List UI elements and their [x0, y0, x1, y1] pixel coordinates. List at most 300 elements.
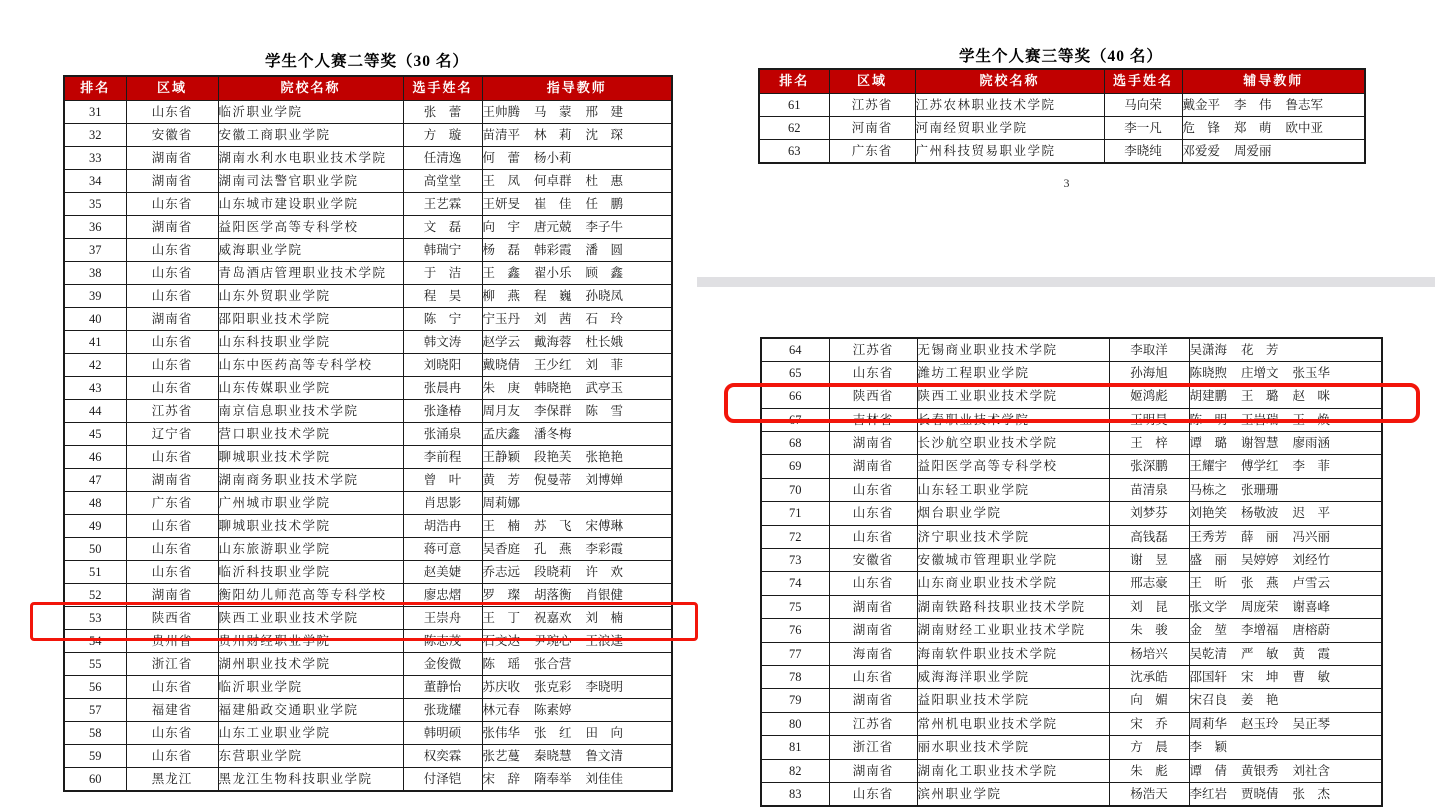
header-row — [64, 76, 672, 101]
teacher-name: 周莉华 — [1189, 716, 1228, 731]
cell-rank: 44 — [64, 400, 126, 423]
teacher-name: 杨敬波 — [1241, 506, 1279, 521]
teacher-name: 许 欢 — [585, 564, 624, 579]
cell-school: 山东中医药高等专科学校 — [218, 354, 403, 377]
teacher-name: 张 杰 — [1292, 786, 1331, 801]
cell-school: 湖南商务职业技术学院 — [218, 469, 403, 492]
cell-region: 山东省 — [126, 354, 218, 377]
cell-teachers — [482, 308, 672, 331]
table-row-rank-31 — [64, 101, 672, 124]
table-row-rank-42 — [64, 354, 672, 377]
table-row-rank-35 — [64, 193, 672, 216]
cell-contestant-name: 李取洋 — [1109, 338, 1189, 361]
cell-teachers — [1189, 361, 1382, 384]
teacher-name: 向 宇 — [482, 219, 521, 234]
table-row-rank-39 — [64, 285, 672, 308]
cell-contestant-name: 于 洁 — [403, 262, 482, 285]
teacher-name: 李 菲 — [1292, 459, 1331, 474]
cell-contestant-name: 陈志茂 — [403, 630, 482, 653]
cell-region: 湖南省 — [829, 455, 917, 478]
cell-contestant-name: 邢志豪 — [1109, 572, 1189, 595]
cell-school: 聊城职业技术学院 — [218, 515, 403, 538]
cell-region: 湖南省 — [829, 595, 917, 618]
teacher-name: 王静颖 — [482, 449, 521, 464]
cell-teachers — [1182, 117, 1365, 140]
header-row — [759, 69, 1365, 94]
cell-school: 丽水职业技术学院 — [917, 736, 1109, 759]
cell-rank: 83 — [761, 782, 829, 805]
cell-school: 滨州职业学院 — [917, 782, 1109, 805]
teacher-name: 王少红 — [534, 357, 572, 372]
third-prize-table-page4 — [760, 337, 1383, 807]
teacher-name: 王浪逵 — [585, 633, 624, 648]
cell-contestant-name: 文 磊 — [403, 216, 482, 239]
cell-rank: 59 — [64, 745, 126, 768]
teacher-name: 傅学红 — [1241, 459, 1279, 474]
teacher-name: 庄增文 — [1241, 365, 1279, 380]
cell-contestant-name: 朱 彪 — [1109, 759, 1189, 782]
cell-school: 湖南水利水电职业技术学院 — [218, 147, 403, 170]
cell-region: 山东省 — [829, 361, 917, 384]
teacher-name: 石文达 — [482, 633, 521, 648]
teacher-name: 唐元兢 — [534, 219, 572, 234]
teacher-name: 刘 楠 — [585, 610, 624, 625]
table-row-rank-61 — [759, 94, 1365, 117]
table-row-rank-78 — [761, 665, 1382, 688]
cell-contestant-name: 高钱磊 — [1109, 525, 1189, 548]
cell-school: 东营职业学院 — [218, 745, 403, 768]
teacher-name: 谭 璐 — [1189, 436, 1228, 451]
cell-contestant-name: 赵美婕 — [403, 561, 482, 584]
cell-teachers — [482, 423, 672, 446]
teacher-name: 李增福 — [1241, 623, 1279, 638]
teacher-name: 张合营 — [534, 656, 572, 671]
cell-rank: 74 — [761, 572, 829, 595]
cell-teachers — [482, 170, 672, 193]
teacher-name: 陈素婷 — [534, 702, 572, 717]
cell-teachers — [482, 124, 672, 147]
cell-teachers — [482, 239, 672, 262]
teacher-name: 石 玲 — [585, 311, 624, 326]
cell-school: 山东城市建设职业学院 — [218, 193, 403, 216]
cell-teachers — [482, 331, 672, 354]
cell-school: 福建船政交通职业学院 — [218, 699, 403, 722]
cell-school: 山东轻工职业学院 — [917, 478, 1109, 501]
teacher-name: 宋傅琳 — [585, 518, 624, 533]
cell-rank: 64 — [761, 338, 829, 361]
table-row-rank-79 — [761, 689, 1382, 712]
teacher-name: 张伟华 — [482, 725, 521, 740]
cell-contestant-name: 张珑耀 — [403, 699, 482, 722]
teacher-name: 顾 鑫 — [585, 265, 624, 280]
teacher-name: 柳 燕 — [482, 288, 521, 303]
teacher-name: 刘博婵 — [585, 472, 624, 487]
teacher-name: 刘艳笑 — [1189, 506, 1228, 521]
teacher-name: 赵学云 — [482, 334, 521, 349]
table-row-rank-83 — [761, 782, 1382, 805]
table-row-rank-45 — [64, 423, 672, 446]
cell-region: 安徽省 — [829, 549, 917, 572]
cell-teachers — [1182, 140, 1365, 163]
cell-teachers — [1189, 736, 1382, 759]
teacher-name: 王秀芳 — [1189, 529, 1228, 544]
teacher-name: 迟 平 — [1292, 506, 1331, 521]
cell-school: 临沂职业学院 — [218, 101, 403, 124]
cell-rank: 31 — [64, 101, 126, 124]
column-header: 区域 — [126, 76, 218, 101]
cell-school: 湖南司法警官职业学院 — [218, 170, 403, 193]
cell-region: 湖南省 — [126, 469, 218, 492]
table-row-rank-63 — [759, 140, 1365, 163]
column-header: 指导教师 — [482, 76, 672, 101]
cell-region: 广东省 — [829, 140, 915, 163]
teacher-name: 廖雨涵 — [1292, 436, 1331, 451]
table-row-rank-43 — [64, 377, 672, 400]
cell-region: 山东省 — [126, 745, 218, 768]
cell-teachers — [482, 216, 672, 239]
teacher-name: 胡落衡 — [534, 587, 572, 602]
cell-region: 辽宁省 — [126, 423, 218, 446]
teacher-name: 杨小莉 — [534, 150, 572, 165]
teacher-name: 苗清平 — [482, 127, 521, 142]
table-row-rank-44 — [64, 400, 672, 423]
cell-region: 山东省 — [126, 101, 218, 124]
table-row-rank-68 — [761, 432, 1382, 455]
table-row-rank-54 — [64, 630, 672, 653]
cell-teachers — [482, 101, 672, 124]
teacher-name: 王 焕 — [1292, 412, 1331, 427]
cell-school: 长沙航空职业技术学院 — [917, 432, 1109, 455]
teacher-name: 赵 咪 — [1292, 389, 1331, 404]
cell-rank: 73 — [761, 549, 829, 572]
cell-region: 江苏省 — [829, 712, 917, 735]
teacher-name: 谢智慧 — [1241, 436, 1279, 451]
teacher-name: 王 璐 — [1241, 389, 1279, 404]
teacher-name: 黄银秀 — [1241, 763, 1279, 778]
cell-region: 贵州省 — [126, 630, 218, 653]
teacher-name: 王耀宇 — [1189, 459, 1228, 474]
cell-region: 湖南省 — [126, 584, 218, 607]
cell-school: 山东外贸职业学院 — [218, 285, 403, 308]
teacher-name: 韩晓艳 — [534, 380, 572, 395]
cell-region: 湖南省 — [126, 147, 218, 170]
cell-region: 山东省 — [126, 722, 218, 745]
teacher-name: 胡建鹏 — [1189, 389, 1228, 404]
teacher-name: 花 芳 — [1241, 342, 1279, 357]
teacher-name: 吴潇海 — [1189, 342, 1228, 357]
cell-school: 山东科技职业学院 — [218, 331, 403, 354]
cell-school: 营口职业技术学院 — [218, 423, 403, 446]
teacher-name: 黄 芳 — [482, 472, 521, 487]
cell-region: 黑龙江 — [126, 768, 218, 791]
cell-school: 济宁职业技术学院 — [917, 525, 1109, 548]
cell-contestant-name: 王崇舟 — [403, 607, 482, 630]
cell-teachers — [482, 515, 672, 538]
cell-contestant-name: 李晓纯 — [1104, 140, 1182, 163]
cell-teachers — [1189, 782, 1382, 805]
cell-rank: 77 — [761, 642, 829, 665]
cell-contestant-name: 曾 叶 — [403, 469, 482, 492]
cell-teachers — [1189, 502, 1382, 525]
table-row-rank-71 — [761, 502, 1382, 525]
teacher-name: 王 凤 — [482, 173, 521, 188]
cell-contestant-name: 宋 乔 — [1109, 712, 1189, 735]
cell-school: 海南软件职业技术学院 — [917, 642, 1109, 665]
cell-contestant-name: 刘晓阳 — [403, 354, 482, 377]
table-row-rank-73 — [761, 549, 1382, 572]
teacher-name: 金 堃 — [1189, 623, 1228, 638]
cell-rank: 38 — [64, 262, 126, 285]
cell-rank: 80 — [761, 712, 829, 735]
cell-rank: 63 — [759, 140, 829, 163]
cell-school: 湖南化工职业技术学院 — [917, 759, 1109, 782]
teacher-name: 张艺蔓 — [482, 748, 521, 763]
teacher-name: 刘经竹 — [1292, 553, 1331, 568]
cell-school: 广州城市职业学院 — [218, 492, 403, 515]
cell-contestant-name: 马向荣 — [1104, 94, 1182, 117]
cell-school: 南京信息职业技术学院 — [218, 400, 403, 423]
cell-school: 山东传媒职业学院 — [218, 377, 403, 400]
cell-rank: 52 — [64, 584, 126, 607]
cell-region: 河南省 — [829, 117, 915, 140]
cell-contestant-name: 胡浩冉 — [403, 515, 482, 538]
teacher-name: 周莉娜 — [482, 495, 521, 510]
table-row-rank-81 — [761, 736, 1382, 759]
teacher-name: 尹琬心 — [534, 633, 572, 648]
cell-school: 陕西工业职业技术学院 — [218, 607, 403, 630]
cell-rank: 39 — [64, 285, 126, 308]
cell-contestant-name: 付泽铠 — [403, 768, 482, 791]
teacher-name: 何卓群 — [534, 173, 572, 188]
cell-school: 烟台职业学院 — [917, 502, 1109, 525]
teacher-name: 周爱丽 — [1234, 143, 1272, 158]
cell-rank: 40 — [64, 308, 126, 331]
cell-contestant-name: 杨培兴 — [1109, 642, 1189, 665]
page-number: 3 — [1063, 176, 1070, 190]
teacher-name: 吴香庭 — [482, 541, 521, 556]
cell-region: 浙江省 — [829, 736, 917, 759]
cell-contestant-name: 王 梓 — [1109, 432, 1189, 455]
teacher-name: 杜 惠 — [585, 173, 624, 188]
cell-contestant-name: 张涌泉 — [403, 423, 482, 446]
cell-rank: 68 — [761, 432, 829, 455]
teacher-name: 苏 飞 — [534, 518, 572, 533]
cell-contestant-name: 陈 宁 — [403, 308, 482, 331]
column-header: 辅导教师 — [1182, 69, 1365, 94]
teacher-name: 李保群 — [534, 403, 572, 418]
cell-contestant-name: 向 媚 — [1109, 689, 1189, 712]
cell-contestant-name: 刘梦芬 — [1109, 502, 1189, 525]
table-row-rank-46 — [64, 446, 672, 469]
cell-school: 临沂职业学院 — [218, 676, 403, 699]
cell-contestant-name: 王明昊 — [1109, 408, 1189, 431]
cell-rank: 82 — [761, 759, 829, 782]
teacher-name: 王 丁 — [482, 610, 521, 625]
teacher-name: 何 蕾 — [482, 150, 521, 165]
cell-rank: 55 — [64, 653, 126, 676]
teacher-name: 曹 敏 — [1292, 669, 1331, 684]
cell-region: 山东省 — [126, 446, 218, 469]
table-row-rank-51 — [64, 561, 672, 584]
cell-rank: 62 — [759, 117, 829, 140]
table-row-rank-34 — [64, 170, 672, 193]
cell-teachers — [482, 607, 672, 630]
cell-region: 湖南省 — [829, 689, 917, 712]
cell-rank: 32 — [64, 124, 126, 147]
cell-contestant-name: 高堂堂 — [403, 170, 482, 193]
cell-teachers — [1189, 385, 1382, 408]
teacher-name: 周月友 — [482, 403, 521, 418]
teacher-name: 张珊珊 — [1241, 482, 1279, 497]
cell-teachers — [1189, 619, 1382, 642]
table-row-rank-56 — [64, 676, 672, 699]
teacher-name: 鲁文清 — [585, 748, 624, 763]
cell-contestant-name: 张晨冉 — [403, 377, 482, 400]
table-row-rank-80 — [761, 712, 1382, 735]
cell-school: 湖南财经工业职业技术学院 — [917, 619, 1109, 642]
cell-rank: 79 — [761, 689, 829, 712]
teacher-name: 潘冬梅 — [534, 426, 572, 441]
teacher-name: 唐榕蔚 — [1292, 623, 1331, 638]
cell-region: 陕西省 — [126, 607, 218, 630]
cell-teachers — [482, 538, 672, 561]
table-row-rank-77 — [761, 642, 1382, 665]
teacher-name: 李子牛 — [585, 219, 624, 234]
teacher-name: 李红岩 — [1189, 786, 1228, 801]
table-row-rank-37 — [64, 239, 672, 262]
teacher-name: 段艳芙 — [534, 449, 572, 464]
table-row-rank-36 — [64, 216, 672, 239]
cell-region: 山东省 — [126, 285, 218, 308]
cell-contestant-name: 韩文涛 — [403, 331, 482, 354]
cell-teachers — [1189, 689, 1382, 712]
teacher-name: 陈 雪 — [585, 403, 624, 418]
cell-teachers — [482, 262, 672, 285]
column-header: 院校名称 — [218, 76, 403, 101]
teacher-name: 邢 建 — [585, 104, 624, 119]
cell-teachers — [482, 193, 672, 216]
cell-rank: 78 — [761, 665, 829, 688]
table-row-rank-52 — [64, 584, 672, 607]
cell-contestant-name: 廖忠熠 — [403, 584, 482, 607]
teacher-name: 孔 燕 — [534, 541, 572, 556]
teacher-name: 严 敏 — [1241, 646, 1279, 661]
table-row-rank-67 — [761, 408, 1382, 431]
teacher-name: 李 伟 — [1234, 97, 1272, 112]
cell-contestant-name: 韩瑞宁 — [403, 239, 482, 262]
cell-contestant-name: 程 昊 — [403, 285, 482, 308]
cell-region: 山东省 — [829, 525, 917, 548]
table-row-rank-74 — [761, 572, 1382, 595]
cell-school: 益阳医学高等专科学校 — [917, 455, 1109, 478]
table-row-rank-41 — [64, 331, 672, 354]
table-row-rank-59 — [64, 745, 672, 768]
cell-teachers — [482, 722, 672, 745]
cell-region: 山东省 — [126, 239, 218, 262]
teacher-name: 陈 明 — [1189, 412, 1228, 427]
teacher-name: 潘 圆 — [585, 242, 624, 257]
cell-school: 山东工业职业学院 — [218, 722, 403, 745]
cell-school: 益阳职业技术学院 — [917, 689, 1109, 712]
teacher-name: 马栋之 — [1189, 482, 1228, 497]
cell-region: 山东省 — [126, 331, 218, 354]
teacher-name: 薛 丽 — [1241, 529, 1279, 544]
cell-teachers — [482, 699, 672, 722]
teacher-name: 周庞荣 — [1241, 599, 1279, 614]
cell-region: 湖南省 — [126, 170, 218, 193]
cell-rank: 47 — [64, 469, 126, 492]
teacher-name: 朱 庚 — [482, 380, 521, 395]
cell-school: 山东旅游职业学院 — [218, 538, 403, 561]
teacher-name: 冯兴丽 — [1292, 529, 1331, 544]
teacher-name: 贾晓倩 — [1241, 786, 1279, 801]
cell-teachers — [1189, 455, 1382, 478]
table-row-rank-38 — [64, 262, 672, 285]
cell-rank: 72 — [761, 525, 829, 548]
cell-rank: 71 — [761, 502, 829, 525]
teacher-name: 戴金平 — [1182, 97, 1221, 112]
cell-school: 聊城职业技术学院 — [218, 446, 403, 469]
cell-school: 临沂科技职业学院 — [218, 561, 403, 584]
cell-teachers — [482, 354, 672, 377]
cell-contestant-name: 杨浩天 — [1109, 782, 1189, 805]
column-header: 院校名称 — [915, 69, 1104, 94]
cell-school: 湖南铁路科技职业技术学院 — [917, 595, 1109, 618]
table-row-rank-49 — [64, 515, 672, 538]
table-row-rank-48 — [64, 492, 672, 515]
cell-contestant-name: 任清逸 — [403, 147, 482, 170]
cell-school: 青岛酒店管理职业技术学院 — [218, 262, 403, 285]
cell-region: 江苏省 — [126, 400, 218, 423]
teacher-name: 郑 萌 — [1234, 120, 1272, 135]
cell-contestant-name: 董静怡 — [403, 676, 482, 699]
teacher-name: 邓爱爱 — [1182, 143, 1221, 158]
teacher-name: 段晓莉 — [534, 564, 572, 579]
cell-contestant-name: 李前程 — [403, 446, 482, 469]
cell-teachers — [1189, 572, 1382, 595]
cell-rank: 65 — [761, 361, 829, 384]
third-prize-title: 学生个人赛三等奖（40 名） — [959, 48, 1163, 65]
teacher-name: 张 红 — [534, 725, 572, 740]
teacher-name: 卢雪云 — [1292, 576, 1331, 591]
cell-contestant-name: 蒋可意 — [403, 538, 482, 561]
column-header: 排名 — [759, 69, 829, 94]
teacher-name: 田 向 — [585, 725, 624, 740]
teacher-name: 吴正琴 — [1292, 716, 1331, 731]
cell-region: 广东省 — [126, 492, 218, 515]
table-row-rank-57 — [64, 699, 672, 722]
table-row-rank-33 — [64, 147, 672, 170]
cell-region: 山东省 — [126, 538, 218, 561]
teacher-name: 马 蒙 — [534, 104, 572, 119]
cell-school: 陕西工业职业技术学院 — [917, 385, 1109, 408]
cell-rank: 37 — [64, 239, 126, 262]
cell-contestant-name: 肖思影 — [403, 492, 482, 515]
teacher-name: 谭 倩 — [1189, 763, 1228, 778]
teacher-name: 刘 茜 — [534, 311, 572, 326]
cell-region: 江苏省 — [829, 338, 917, 361]
cell-rank: 43 — [64, 377, 126, 400]
cell-contestant-name: 张深鹏 — [1109, 455, 1189, 478]
cell-school: 广州科技贸易职业学院 — [915, 140, 1104, 163]
cell-contestant-name: 姬鸿彪 — [1109, 385, 1189, 408]
cell-contestant-name: 张逢椿 — [403, 400, 482, 423]
cell-region: 山东省 — [829, 502, 917, 525]
cell-school: 湖州职业技术学院 — [218, 653, 403, 676]
cell-region: 江苏省 — [829, 94, 915, 117]
teacher-name: 戴晓倩 — [482, 357, 521, 372]
cell-school: 益阳医学高等专科学校 — [218, 216, 403, 239]
